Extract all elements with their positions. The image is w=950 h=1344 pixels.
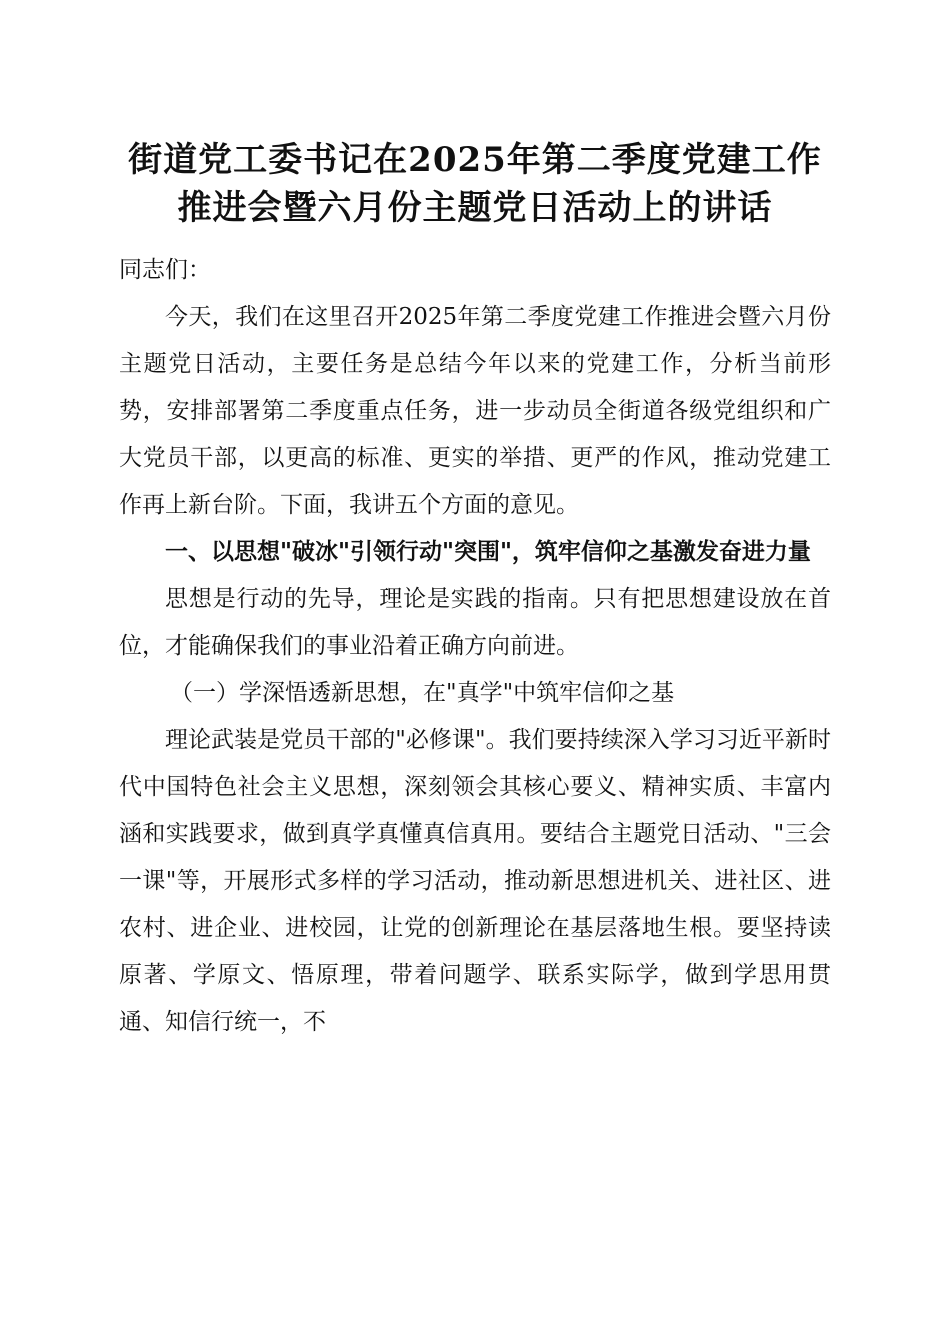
section-heading-1: 一、以思想"破冰"引领行动"突围"，筑牢信仰之基激发奋进力量 — [165, 539, 811, 565]
paragraph-opening: 今天，我们在这里召开2025年第二季度党建工作推进会暨六月份主题党日活动，主要任务是总结今年以来的党建工作，分析当前形势，安排部署第二季度重点任务，进一步动员全街道各级党组织和广大党员干部，以更高的标准、更实的举措、更严的作风，推动党建工作再上新台阶。下面，我讲五个方面的意见。 — [119, 304, 831, 518]
paragraph-theory-study: 理论武装是党员干部的"必修课"。我们要持续深入学习习近平新时代中国特色社会主义思想，深刻领会其核心要义、精神实质、丰富内涵和实践要求，做到真学真懂真信真用。要结合主题党日活动、"三会一课"等，开展形式多样的学习活动，推动新思想进机关、进社区、进农村、进企业、进校园，让党的创新理论在基层落地生根。要坚持读原著、学原文、悟原理，带着问题学、联系实际学，做到学思用贯通、知信行统一，不 — [119, 727, 831, 1035]
subsection-heading-1: （一）学深悟透新思想，在"真学"中筑牢信仰之基 — [170, 680, 675, 706]
salutation: 同志们： — [119, 257, 211, 283]
document-body — [119, 247, 831, 1046]
title-line-1: 街道党工委书记在2025年第二季度党建工作 — [128, 140, 822, 180]
paragraph-section-intro: 思想是行动的先导，理论是实践的指南。只有把思想建设放在首位，才能确保我们的事业沿着正确方向前进。 — [119, 586, 831, 659]
document-title — [110, 136, 840, 232]
title-line-2: 推进会暨六月份主题党日活动上的讲话 — [177, 188, 773, 228]
